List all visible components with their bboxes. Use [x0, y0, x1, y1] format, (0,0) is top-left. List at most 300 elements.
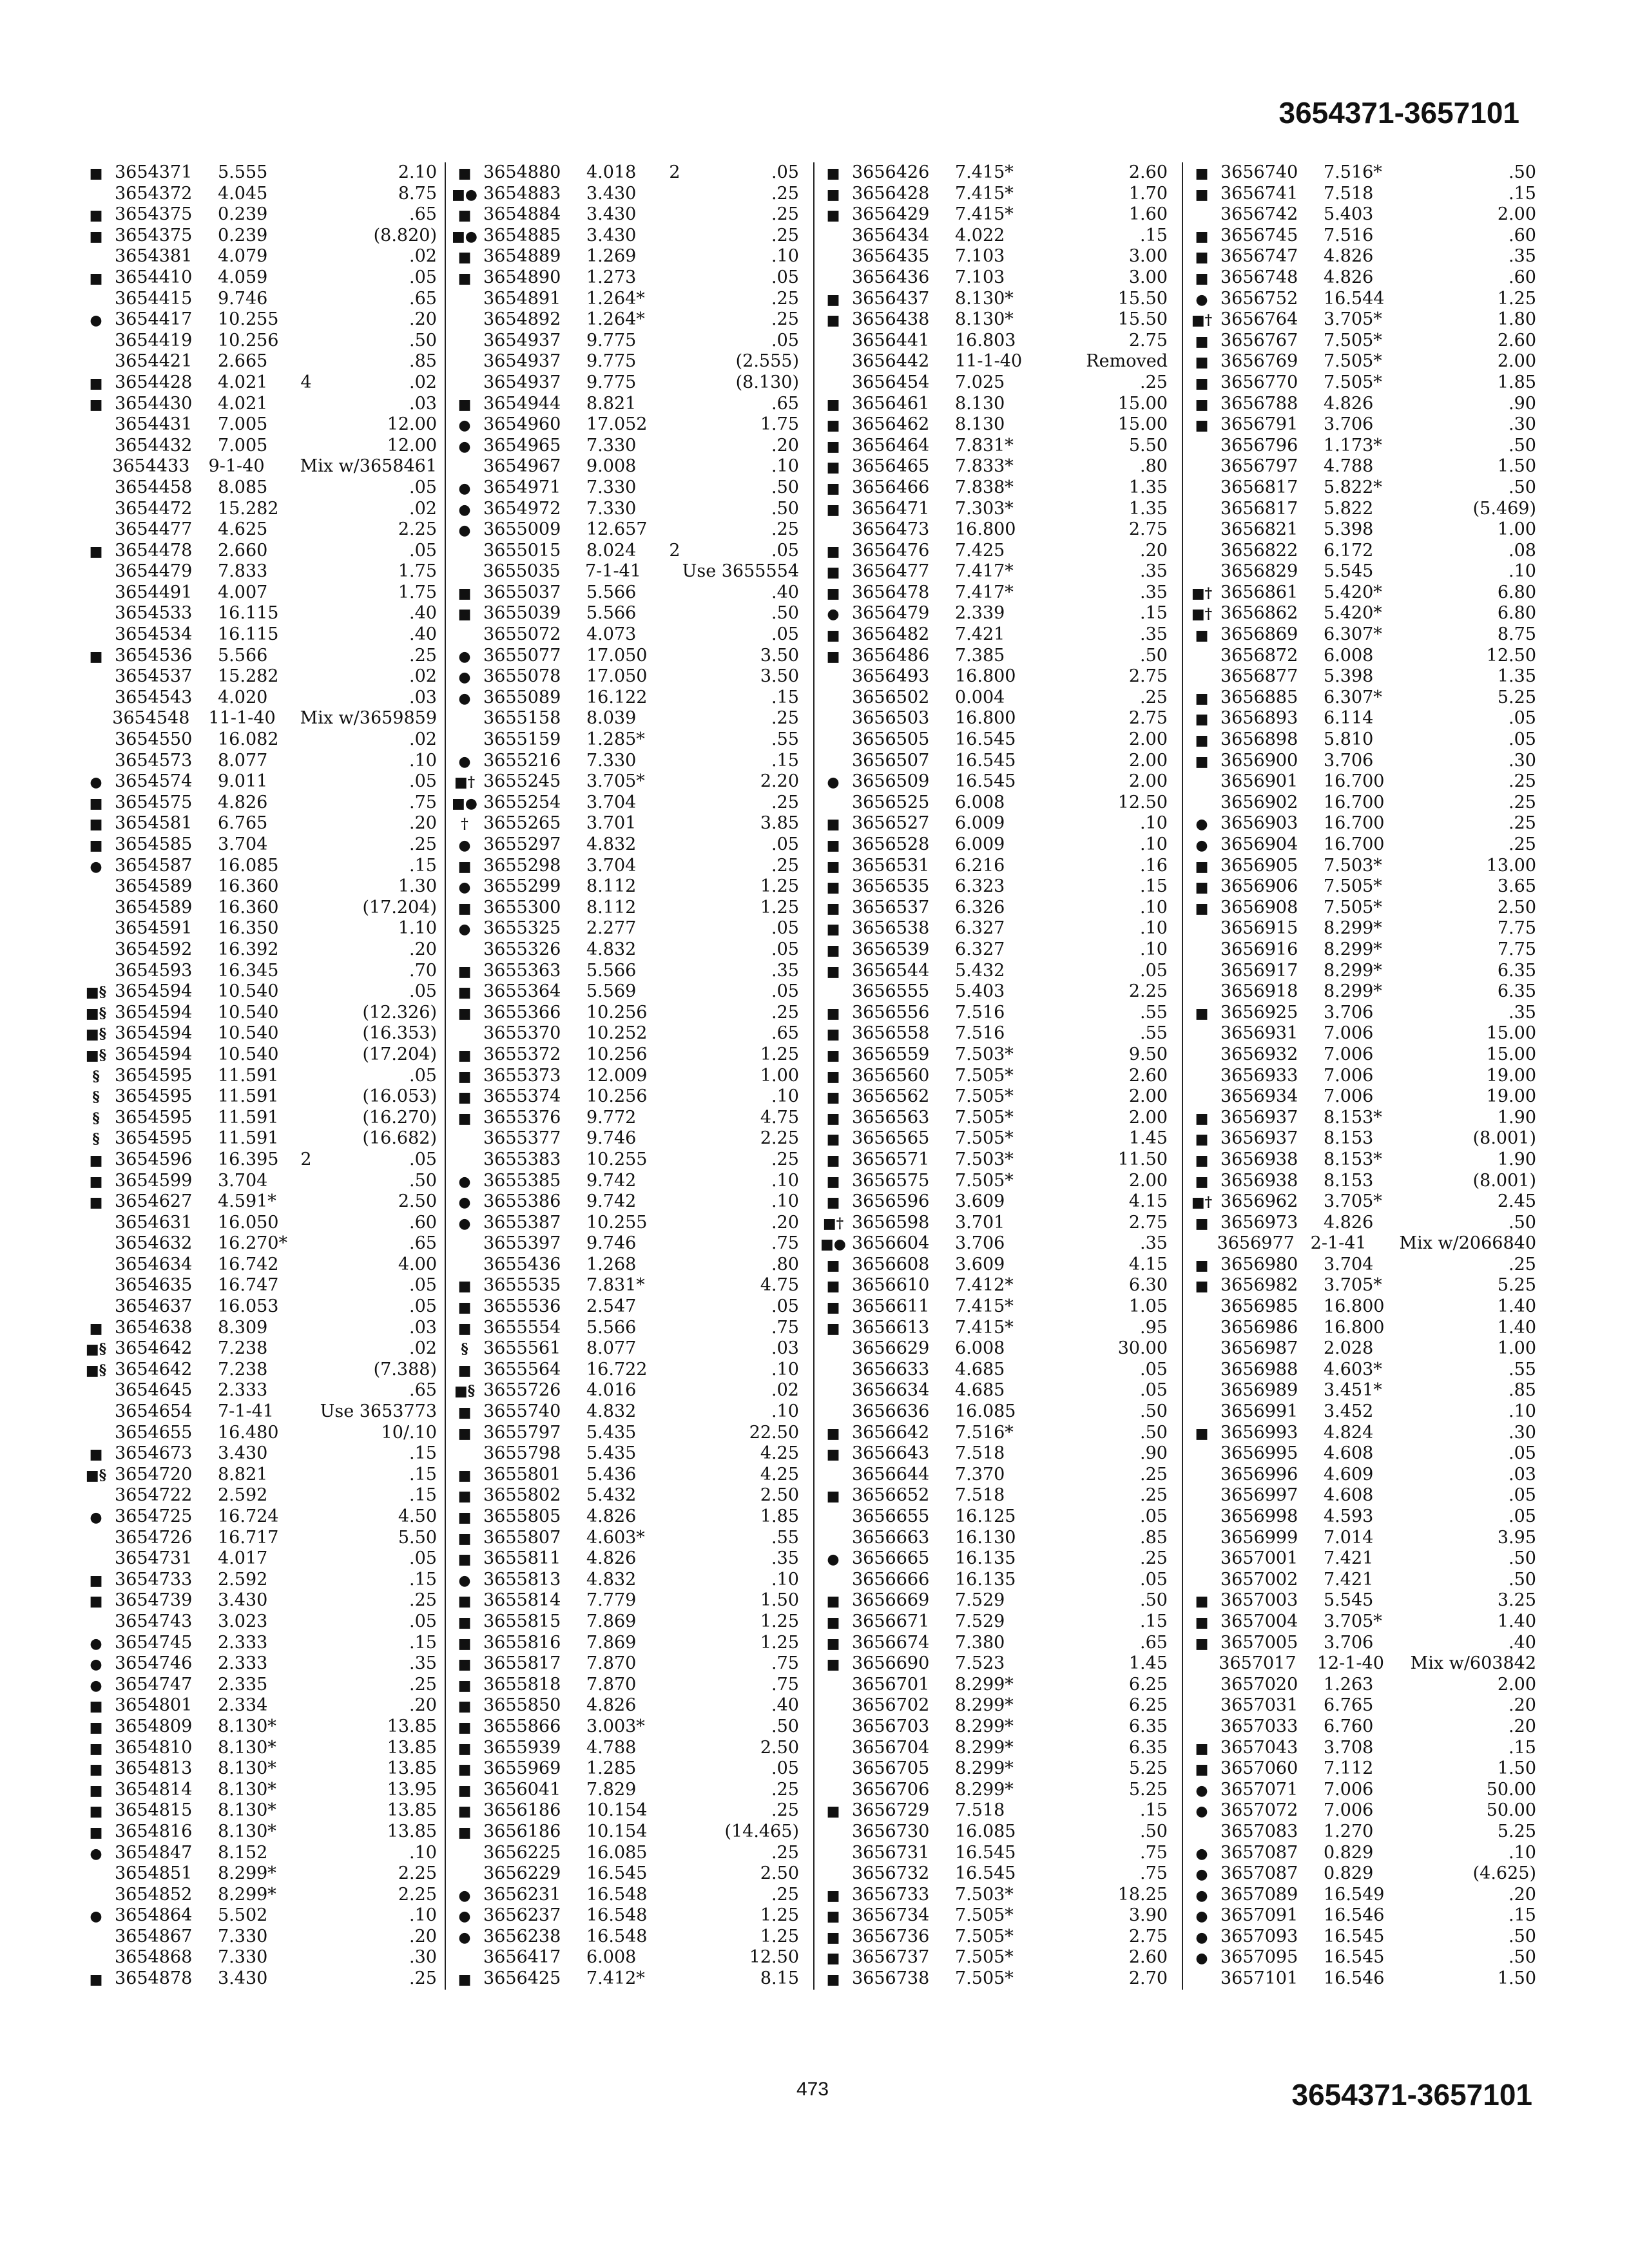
price: .25 [1509, 813, 1536, 834]
marker: ■ [826, 417, 840, 434]
part-number: 3656610 [852, 1275, 930, 1296]
drawing-ref: 7.505* [955, 1170, 1014, 1191]
price: Use 3655554 [682, 561, 799, 582]
drawing-ref: 3.705* [1324, 1611, 1382, 1631]
drawing-ref: 16.130 [955, 1527, 1016, 1548]
part-number: 3656665 [852, 1548, 930, 1569]
marker: ■ [89, 1803, 103, 1820]
drawing-ref: 7.425 [955, 540, 1005, 561]
price: .10 [1140, 939, 1168, 959]
table-row [1183, 1360, 1544, 1381]
part-number: 3656817 [1220, 477, 1298, 497]
price: 1.25 [760, 1044, 799, 1064]
marker: ■§ [454, 1383, 476, 1400]
drawing-ref: 7.112 [1324, 1758, 1374, 1779]
marker: ■ [826, 858, 840, 875]
part-number: 3656690 [852, 1653, 930, 1674]
drawing-ref: 11.591 [218, 1086, 279, 1107]
marker: ■ [89, 269, 103, 287]
table-row [446, 1171, 807, 1192]
part-number: 3654596 [115, 1149, 193, 1169]
table-row [77, 708, 445, 729]
price: 1.40 [1497, 1296, 1536, 1317]
table-row [1183, 1653, 1544, 1675]
part-number: 3656507 [852, 750, 930, 771]
drawing-ref: 6.009 [955, 813, 1005, 834]
table-row [815, 1086, 1175, 1108]
drawing-ref: 6.760 [1324, 1716, 1374, 1736]
table-row [446, 1528, 807, 1549]
table-row [446, 1653, 807, 1675]
table-row [446, 1506, 807, 1528]
drawing-ref: 16.082 [218, 729, 279, 750]
drawing-ref: 9.742 [586, 1170, 637, 1191]
table-row [446, 309, 807, 331]
table-row [446, 582, 807, 604]
part-number: 3656821 [1220, 519, 1298, 540]
drawing-ref: 8.153 [1324, 1128, 1374, 1149]
drawing-ref: 7.417* [955, 582, 1014, 602]
part-number: 3654581 [115, 813, 193, 834]
price: .35 [1140, 561, 1168, 582]
table-row [815, 1296, 1175, 1318]
part-number: 3655035 [483, 561, 561, 582]
drawing-ref: 7.831* [586, 1275, 645, 1296]
table-row [1183, 372, 1544, 394]
part-number: 3656993 [1220, 1422, 1298, 1443]
part-number: 3654878 [115, 1968, 193, 1989]
drawing-ref: 16.548 [586, 1905, 648, 1926]
part-number: 3656464 [852, 435, 930, 456]
price: .10 [1509, 561, 1536, 582]
drawing-ref: 4.021 [218, 393, 268, 414]
part-number: 3656636 [852, 1401, 930, 1422]
part-number: 3654743 [115, 1611, 193, 1631]
table-row [446, 1863, 807, 1885]
part-number: 3654432 [115, 435, 193, 456]
part-number: 3656555 [852, 981, 930, 1002]
part-number: 3656916 [1220, 939, 1298, 959]
part-number: 3654937 [483, 372, 561, 392]
marker: ■ [826, 1971, 840, 1988]
table-row [1183, 309, 1544, 331]
part-number: 3655801 [483, 1464, 561, 1485]
table-row [815, 477, 1175, 499]
drawing-ref: 3.706 [1324, 1632, 1374, 1653]
drawing-ref: 2.333 [218, 1653, 268, 1674]
part-number: 3657001 [1220, 1548, 1298, 1569]
part-number: 3656917 [1220, 960, 1298, 981]
price: 1.00 [1497, 1338, 1536, 1359]
drawing-ref: 12.009 [586, 1065, 648, 1086]
part-number: 3656560 [852, 1065, 930, 1086]
drawing-ref: 7.330 [218, 1926, 268, 1946]
price: 1.10 [398, 918, 437, 939]
drawing-ref: 8.130 [955, 414, 1005, 435]
part-number: 3656476 [852, 540, 930, 561]
part-number: 3656987 [1220, 1338, 1298, 1359]
drawing-ref: 7.829 [586, 1779, 637, 1800]
part-number: 3656742 [1220, 204, 1298, 225]
drawing-ref: 5.822* [1324, 477, 1382, 497]
part-number: 3654415 [115, 288, 193, 309]
price: 4.25 [760, 1464, 799, 1485]
part-number: 3655385 [483, 1170, 561, 1191]
table-row [77, 813, 445, 834]
drawing-ref: 8.039 [586, 708, 637, 729]
part-number: 3656466 [852, 477, 930, 497]
price: 1.40 [1497, 1611, 1536, 1631]
price: .15 [1509, 183, 1536, 204]
price: .50 [1509, 1548, 1536, 1569]
marker: ■ [458, 1803, 472, 1820]
drawing-ref: 11.591 [218, 1128, 279, 1149]
drawing-ref: 4.608 [1324, 1443, 1374, 1464]
part-number: 3654458 [115, 477, 193, 497]
drawing-ref: 7.006 [1324, 1779, 1374, 1800]
table-row [446, 687, 807, 709]
drawing-ref: 7-1-41 [584, 561, 641, 582]
table-row [77, 1465, 445, 1486]
table-row [1183, 436, 1544, 457]
table-row [446, 456, 807, 477]
drawing-ref: 4.685 [955, 1359, 1005, 1379]
drawing-ref: 10.154 [586, 1800, 648, 1821]
table-row [815, 1465, 1175, 1486]
drawing-ref: 6.327 [955, 918, 1005, 939]
marker: § [92, 1110, 100, 1127]
price: 1.45 [1128, 1653, 1168, 1674]
table-row [446, 246, 807, 267]
part-number: 3656186 [483, 1821, 561, 1841]
part-number: 3656982 [1220, 1275, 1298, 1296]
part-number: 3655815 [483, 1611, 561, 1631]
drawing-ref: 3.704 [218, 1170, 268, 1191]
part-number: 3654381 [115, 246, 193, 267]
marker: ● [827, 606, 840, 623]
table-row [815, 1254, 1175, 1276]
price: 12.00 [387, 414, 437, 435]
marker: ■ [458, 606, 472, 623]
part-number: 3655850 [483, 1695, 561, 1716]
table-row [446, 1716, 807, 1738]
drawing-ref: 7.006 [1324, 1044, 1374, 1064]
price: 15.50 [1117, 288, 1168, 309]
price: .50 [1140, 645, 1168, 666]
price: .55 [771, 1527, 799, 1548]
marker: ■† [1191, 1194, 1213, 1211]
table-row [77, 394, 445, 415]
marker: ■ [89, 1761, 103, 1778]
marker: ● [1195, 1928, 1208, 1946]
drawing-ref: 16.085 [955, 1821, 1016, 1841]
drawing-ref: 4.020 [218, 687, 268, 707]
table-row [815, 1044, 1175, 1066]
price: .15 [771, 750, 799, 771]
drawing-ref: 7.518 [1324, 183, 1374, 204]
part-number: 3657020 [1220, 1674, 1298, 1695]
price: .40 [409, 603, 437, 624]
drawing-ref: 16.395 [218, 1149, 279, 1169]
table-row [815, 499, 1175, 520]
price: (17.204) [362, 897, 437, 918]
marker: ■ [89, 1151, 103, 1169]
drawing-ref: 4.079 [218, 246, 268, 267]
part-number: 3656643 [852, 1443, 930, 1464]
table-row [815, 1885, 1175, 1906]
price: 1.25 [760, 1905, 799, 1926]
table-row [446, 1128, 807, 1149]
table-row [815, 246, 1175, 267]
price: .25 [771, 309, 799, 330]
table-row [1183, 1401, 1544, 1423]
marker: ■ [826, 1446, 840, 1463]
marker: ■ [1195, 1004, 1209, 1022]
part-number: 3654937 [483, 351, 561, 372]
price: .20 [409, 1926, 437, 1946]
price: .05 [1509, 1485, 1536, 1506]
table-row [815, 267, 1175, 289]
drawing-ref: 6.765 [218, 813, 268, 834]
price: .25 [771, 1800, 799, 1821]
price: .25 [1509, 834, 1536, 854]
drawing-ref: 2.547 [586, 1296, 637, 1317]
table-row [815, 184, 1175, 205]
drawing-ref: 7.505* [1324, 351, 1382, 372]
part-number: 3654533 [115, 603, 193, 624]
table-row [815, 1947, 1175, 1968]
table-row [1183, 499, 1544, 520]
part-number: 3656652 [852, 1485, 930, 1506]
table-row [1183, 1023, 1544, 1044]
part-number: 3655037 [483, 582, 561, 602]
table-row [77, 1149, 445, 1171]
price: .25 [771, 1149, 799, 1169]
drawing-ref: 6.326 [955, 897, 1005, 918]
part-number: 3654472 [115, 498, 193, 519]
marker: ■ [89, 396, 103, 413]
price: .25 [771, 183, 799, 204]
price: (16.682) [362, 1128, 437, 1149]
price: 7.75 [1497, 918, 1536, 939]
table-row [1183, 246, 1544, 267]
table-row [446, 1885, 807, 1906]
table-row [1183, 226, 1544, 247]
marker: ■ [1195, 879, 1209, 896]
marker: ■ [826, 207, 840, 224]
price: .05 [409, 1296, 437, 1317]
price: .10 [771, 1086, 799, 1107]
part-number: 3655813 [483, 1569, 561, 1590]
drawing-ref: 17.050 [586, 645, 648, 666]
price: 30.00 [1117, 1338, 1168, 1359]
part-number: 3656633 [852, 1359, 930, 1379]
part-number: 3654725 [115, 1506, 193, 1526]
table-row [1183, 981, 1544, 1003]
marker: ■ [826, 1026, 840, 1043]
drawing-ref: 7.516 [955, 1002, 1005, 1023]
part-number: 3654543 [115, 687, 193, 707]
part-number: 3656861 [1220, 582, 1298, 602]
drawing-ref: 3.706 [1324, 1002, 1374, 1023]
drawing-ref: 1.264* [586, 309, 645, 330]
part-number: 3654591 [115, 918, 193, 939]
part-number: 3656822 [1220, 540, 1298, 561]
drawing-ref: 7.370 [955, 1464, 1005, 1485]
marker: ● [458, 479, 471, 497]
marker: ● [1195, 1887, 1208, 1904]
table-row [815, 1548, 1175, 1570]
table-row [815, 1066, 1175, 1087]
drawing-ref: 3.430 [218, 1968, 268, 1989]
price: 1.50 [1497, 456, 1536, 477]
marker: ■ [458, 1593, 472, 1610]
price: .50 [1509, 162, 1536, 182]
drawing-ref: 8.821 [218, 1464, 268, 1485]
table-row [446, 1213, 807, 1234]
part-number: 3655298 [483, 855, 561, 876]
price: .25 [409, 645, 437, 666]
part-number: 3656562 [852, 1086, 930, 1107]
marker: ■ [826, 186, 840, 203]
part-number: 3656752 [1220, 288, 1298, 309]
price: .60 [1509, 267, 1536, 287]
marker: ■ [1195, 1110, 1209, 1127]
price: .35 [1140, 624, 1168, 645]
drawing-ref: 8.077 [586, 1338, 637, 1359]
table-row [446, 519, 807, 541]
drawing-ref: 8.309 [218, 1317, 268, 1338]
price: .40 [771, 582, 799, 602]
marker: ■ [1195, 858, 1209, 875]
price: 1.90 [1497, 1107, 1536, 1128]
drawing-ref: 5.403 [955, 981, 1005, 1002]
price: 13.95 [387, 1779, 437, 1800]
table-row [1183, 1590, 1544, 1611]
table-row [446, 1066, 807, 1087]
drawing-ref: 5.432 [586, 1485, 637, 1506]
table-row [815, 708, 1175, 729]
part-number: 3656435 [852, 246, 930, 267]
price: 1.35 [1128, 477, 1168, 497]
drawing-ref: 9.775 [586, 351, 637, 372]
table-row [446, 666, 807, 687]
table-row [1183, 834, 1544, 856]
table-row [1183, 289, 1544, 310]
marker: ■ [458, 1656, 472, 1673]
part-number: 3657072 [1220, 1800, 1298, 1821]
page-number: 473 [796, 2079, 829, 2100]
table-row [815, 771, 1175, 793]
price-list-column-4 [1182, 162, 1544, 1990]
drawing-ref: 4.017 [218, 1548, 268, 1569]
drawing-ref: 16.800 [955, 519, 1016, 540]
table-row [77, 1275, 445, 1296]
table-row [77, 267, 445, 289]
drawing-ref: 16.122 [586, 687, 648, 707]
part-number: 3655364 [483, 981, 561, 1002]
price: 13.85 [387, 1737, 437, 1758]
marker: ● [1195, 816, 1208, 833]
table-row [1183, 331, 1544, 352]
table-row [446, 1843, 807, 1864]
drawing-ref: 16.700 [1324, 771, 1385, 792]
drawing-ref: 3.706 [1324, 414, 1374, 435]
table-row [77, 1843, 445, 1864]
price: 1.25 [1497, 288, 1536, 309]
part-number: 3656437 [852, 288, 930, 309]
drawing-ref: 3.430 [218, 1443, 268, 1464]
price: .75 [771, 1674, 799, 1695]
marker: ■ [458, 1823, 472, 1841]
table-row [77, 1633, 445, 1654]
drawing-ref: 16.545 [586, 1863, 648, 1884]
table-row [77, 981, 445, 1003]
table-row [446, 918, 807, 939]
table-row [77, 436, 445, 457]
drawing-ref: 7.103 [955, 246, 1005, 267]
part-number: 3656608 [852, 1254, 930, 1274]
table-row [815, 1528, 1175, 1549]
part-number: 3656829 [1220, 561, 1298, 582]
table-row [77, 1213, 445, 1234]
price: .05 [771, 918, 799, 939]
part-number: 3656417 [483, 1947, 561, 1968]
price: .20 [1140, 540, 1168, 561]
part-number: 3654937 [483, 330, 561, 351]
price: (16.353) [362, 1023, 437, 1044]
table-row [815, 1318, 1175, 1339]
drawing-ref: 3.003* [586, 1716, 645, 1736]
part-number: 3655009 [483, 519, 561, 540]
price: 6.35 [1128, 1716, 1168, 1736]
price: .25 [771, 288, 799, 309]
drawing-ref: 12-1-40 [1316, 1653, 1384, 1674]
part-number: 3657005 [1220, 1632, 1298, 1653]
table-row [815, 1003, 1175, 1024]
drawing-ref: 7.005 [218, 414, 268, 435]
table-row [815, 981, 1175, 1003]
drawing-ref: 9.772 [586, 1107, 637, 1128]
marker: ● [90, 1677, 102, 1694]
part-number: 3656425 [483, 1968, 561, 1989]
drawing-ref: 7.415* [955, 1317, 1014, 1338]
part-number: 3654655 [115, 1422, 193, 1443]
part-number: 3654550 [115, 729, 193, 750]
table-row [77, 331, 445, 352]
drawing-ref: 1.285* [586, 729, 645, 750]
price: .10 [1509, 1401, 1536, 1422]
marker: ■ [826, 1151, 840, 1169]
price: .30 [1509, 414, 1536, 435]
drawing-ref: 3.708 [1324, 1737, 1374, 1758]
marker: ● [458, 669, 471, 686]
table-row [77, 582, 445, 604]
table-row [446, 771, 807, 793]
marker: ■ [826, 1046, 840, 1064]
drawing-ref: 4.832 [586, 1401, 637, 1422]
drawing-ref: 4.603* [586, 1527, 645, 1548]
drawing-ref: 4.685 [955, 1380, 1005, 1401]
part-number: 3656705 [852, 1758, 930, 1779]
table-row [815, 918, 1175, 939]
drawing-ref: 1.285 [586, 1758, 637, 1779]
price: .25 [1509, 771, 1536, 792]
marker: ■ [458, 1635, 472, 1652]
part-number: 3656604 [852, 1233, 930, 1254]
table-row [77, 1443, 445, 1465]
drawing-ref: 9.746 [586, 1233, 637, 1254]
